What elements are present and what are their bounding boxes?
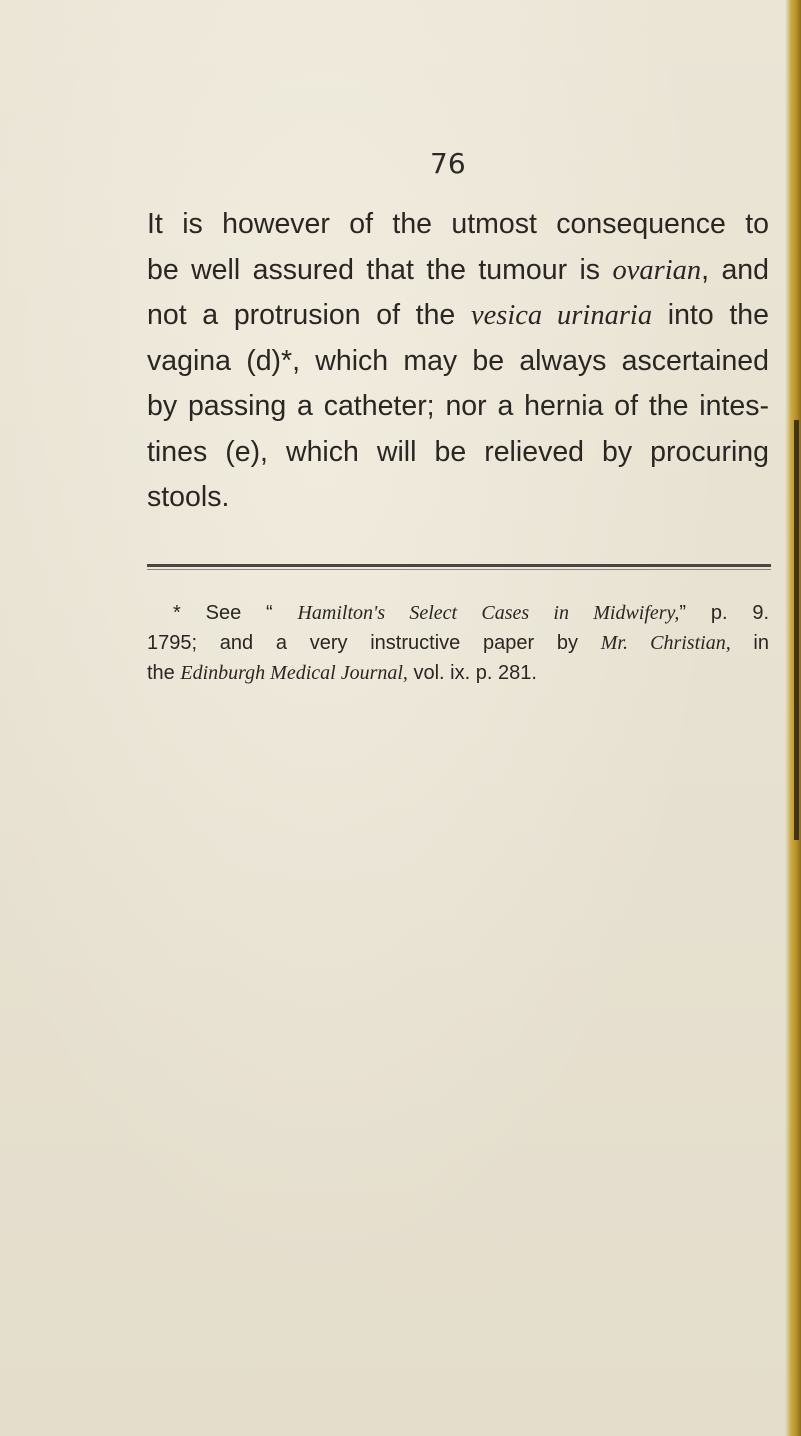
- footnote-line: [147, 598, 769, 628]
- footnote-line-text: in: [730, 632, 769, 654]
- body-line-text: It is however of the utmost consequence to: [147, 208, 769, 240]
- footnote-line: [147, 658, 769, 688]
- footnote-line: [147, 628, 769, 658]
- body-line: [147, 293, 769, 339]
- page-edge-shadow: [794, 420, 799, 840]
- body-line-text: , and: [701, 253, 769, 286]
- footnote-line-italic-text: Mr. Christian,: [600, 632, 731, 654]
- body-line-text: into the: [652, 299, 769, 331]
- body-line-text: be well assured that the tumour is: [147, 253, 613, 286]
- footnote-line-text: * See “: [173, 602, 298, 624]
- body-line: [147, 384, 769, 430]
- body-line-text: tines (e), which will be relieved by procuring: [147, 435, 769, 468]
- footnote-line-text: ” p. 9.: [679, 602, 769, 624]
- body-paragraph: [147, 202, 777, 521]
- body-line: [147, 202, 769, 248]
- footnote: [147, 598, 777, 688]
- body-line: [147, 339, 769, 385]
- footnote-line-text: 1795; and a very instructive paper by: [147, 632, 601, 654]
- footnote-line-text: vol. ix. p. 281.: [407, 662, 537, 684]
- body-line-italic-text: vesica urinaria: [470, 300, 653, 331]
- body-line-italic-text: ovarian: [612, 254, 702, 286]
- footnote-line-italic-text: Edinburgh Medical Journal,: [180, 662, 408, 684]
- body-line-text: by passing a catheter; nor a hernia of the intes-: [147, 390, 769, 422]
- body-line: [147, 430, 769, 476]
- footnote-line-italic-text: Hamilton's Select Cases in Midwifery,: [297, 602, 680, 624]
- footnote-rule: [147, 564, 771, 567]
- footnote-line-text: the: [147, 662, 181, 684]
- body-line: [147, 248, 769, 294]
- body-line: [147, 475, 769, 521]
- page-number: 76: [430, 147, 466, 180]
- footnote-rule-thin: [147, 569, 771, 570]
- body-line-text: vagina (d)*, which may be always ascertained: [147, 344, 769, 377]
- body-line-text: stools.: [147, 481, 230, 513]
- body-line-text: not a protrusion of the: [147, 299, 471, 331]
